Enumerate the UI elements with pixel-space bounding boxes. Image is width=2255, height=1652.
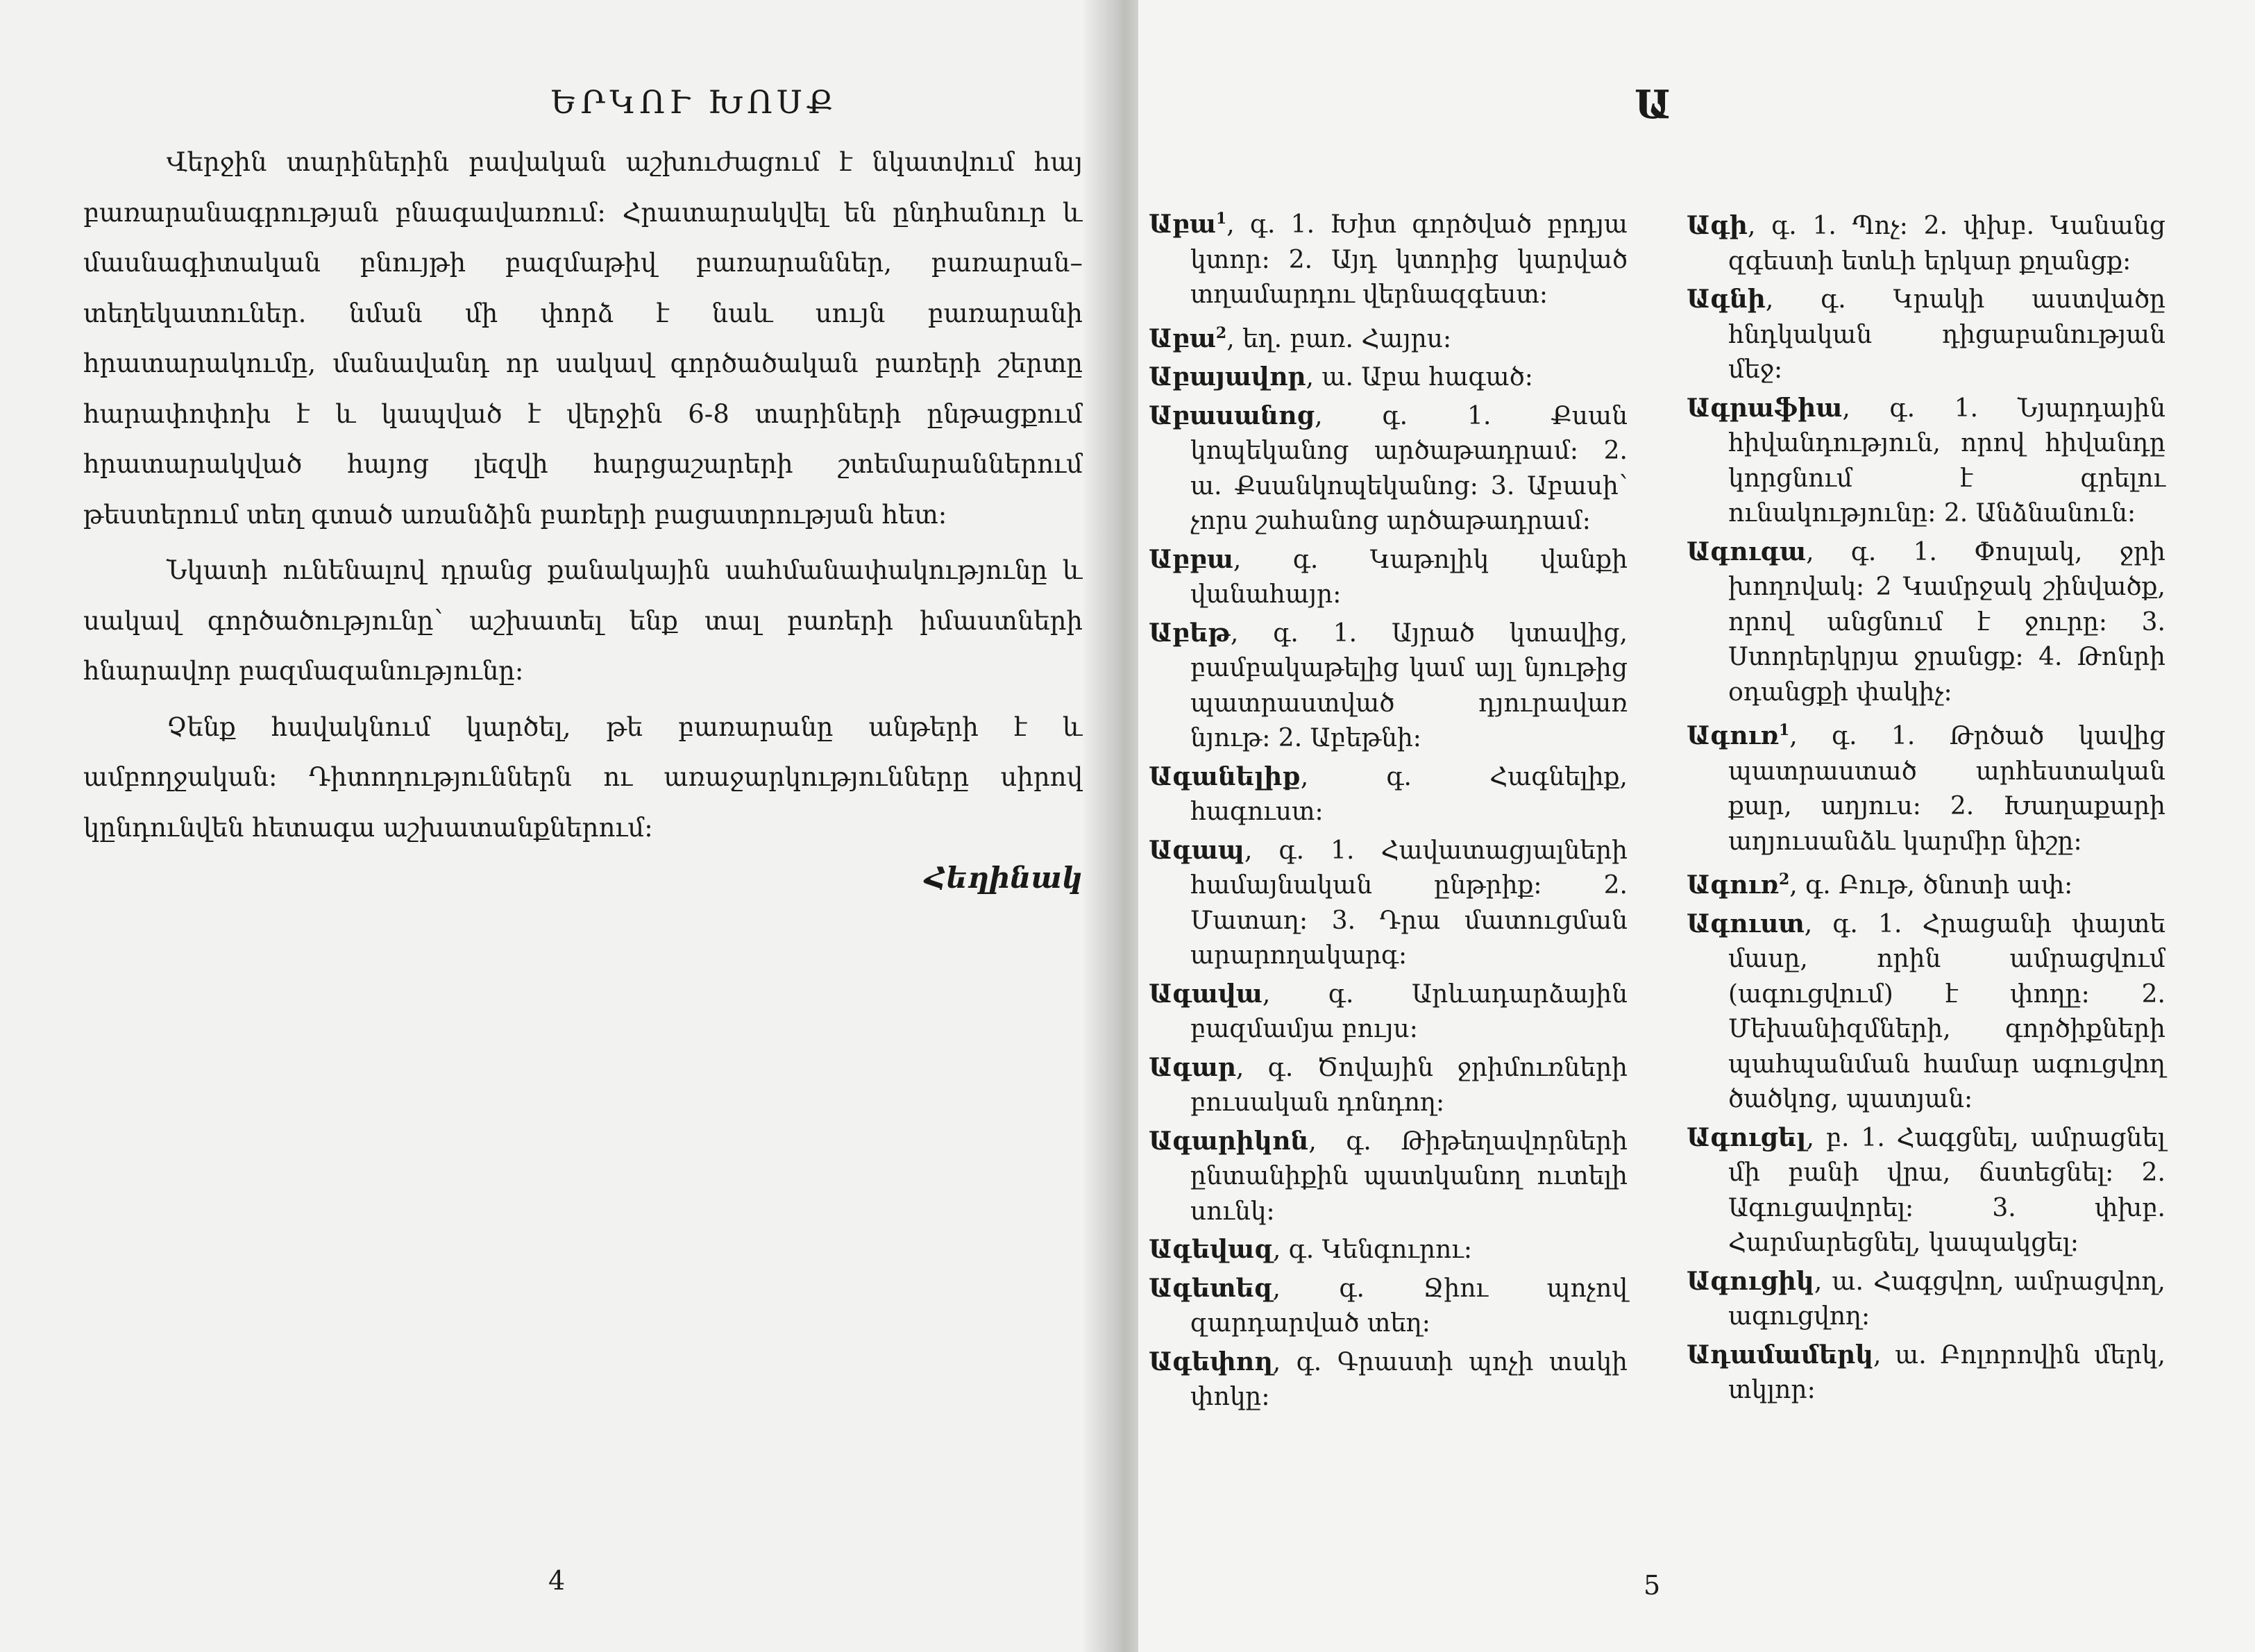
page-number-right: 5 xyxy=(1644,1570,1661,1601)
dictionary-entry xyxy=(1687,534,2165,711)
entry-definition: , բ. 1. Հագցնել, ամրացնել մի բանի վրա, ճստեցնել: 2. Ագուցավորել: 3. փխբ. Հարմարեցնել, կապակցել: xyxy=(1728,1123,2165,1257)
entry-headword: Աբեթ xyxy=(1149,618,1231,648)
dictionary-entry xyxy=(1149,1271,1628,1342)
dictionary-entry xyxy=(1149,1050,1628,1121)
entry-headword: Ագավա xyxy=(1149,979,1262,1009)
entry-definition: , գ. Ջիու պոչով զարդարված տեղ: xyxy=(1190,1274,1628,1338)
entry-headword: Ագի xyxy=(1687,211,1748,240)
dictionary-entry xyxy=(1687,1264,2165,1335)
entry-headword: Աբբա xyxy=(1149,544,1233,574)
entry-definition: , գ. 1. Այրած կտավից, բամբակաթելից կամ այլ նյութից պատրաստված դյուրավառ նյութ: 2. Աբեթնի: xyxy=(1190,618,1628,752)
entry-headword: Աբա xyxy=(1149,210,1216,239)
dictionary-entry xyxy=(1149,1124,1628,1230)
dictionary-entry xyxy=(1149,316,1628,357)
dictionary-entry xyxy=(1687,282,2165,388)
dictionary-entry xyxy=(1687,862,2165,904)
entry-definition: , գ. Ծովային ջրիմուռների բուսական դոնդող: xyxy=(1190,1053,1628,1117)
entry-headword: Աբայավոր xyxy=(1149,362,1306,391)
entry-definition: , ա. Հագցվող, ամրացվող, ագուցվող: xyxy=(1728,1267,2165,1331)
entry-headword: Աբա xyxy=(1149,323,1216,353)
preface-paragraph-2: Նկատի ունենալով դրանց քանակային սահմանափակությունը և սակավ գործածությունը՝ աշխատել ենք տալ բառերի իմաստների հնարավոր բազմազանությունը: xyxy=(83,555,1083,686)
section-letter: Ա xyxy=(1635,82,1671,128)
dictionary-entry xyxy=(1687,907,2165,1118)
dictionary-entry xyxy=(1149,1232,1628,1268)
entry-headword: Ագուգա xyxy=(1687,537,1807,566)
entry-definition: , գ. Կենգուրու: xyxy=(1272,1236,1472,1264)
preface-paragraph-3: Չենք հավակնում կարծել, թե բառարանը անթերի է և ամբողջական: Դիտողություններն ու առաջարկությունները սիրով կընդունվեն հետագա աշխատանքներում: xyxy=(83,711,1083,843)
entry-homonym-number: 2 xyxy=(1215,323,1227,342)
entry-headword: Ադամամերկ xyxy=(1687,1340,1873,1369)
preface-text xyxy=(83,137,1083,853)
dictionary-entry xyxy=(1149,977,1628,1047)
dictionary-entry xyxy=(1149,542,1628,613)
entry-headword: Ագեվազ xyxy=(1149,1235,1273,1264)
entry-definition: , ա. Բոլորովին մերկ, տկլոր: xyxy=(1728,1340,2165,1404)
dictionary-entry xyxy=(1687,391,2165,532)
author-signature: Հեղինակ xyxy=(924,861,1083,895)
entry-definition: , գ. 1. Հավատացյալների համայնական ընթրիք: 2. Մատաղ: 3. Դրա մատուցման արարողակարգ: xyxy=(1190,836,1628,970)
entry-definition: , ա. Աբա հագած: xyxy=(1306,363,1533,391)
dictionary-entry xyxy=(1687,1120,2165,1261)
entry-homonym-number: 1 xyxy=(1215,210,1227,228)
dictionary-entry xyxy=(1149,616,1628,757)
dictionary-column-2 xyxy=(1687,208,2165,1411)
dictionary-entry xyxy=(1149,833,1628,974)
entry-definition: , գ. 1. Նյարդային հիվանդություն, որով հիվանդը կորցնում է գրելու ունակությունը: 2. Անձնանուն: xyxy=(1728,394,2165,528)
entry-headword: Ագրաֆիա xyxy=(1687,393,1843,423)
entry-definition: , գ. Բութ, ծնոտի ափ: xyxy=(1789,871,2073,900)
entry-headword: Ագար xyxy=(1149,1052,1236,1082)
entry-definition: , գ. Արևադարձային բազմամյա բույս: xyxy=(1190,979,1628,1043)
entry-definition: , գ. Հագնելիք, հագուստ: xyxy=(1190,762,1628,826)
preface-paragraph-1: Վերջին տարիներին բավական աշխուժացում է նկատվում հայ բառարանագրության բնագավառում: Հրատարակվել են ընդհանուր և մասնագիտական բնույթի բազմաթիվ բառարաններ, բառարան–տեղեկատուներ. նման մի փորձ է նաև սույն բառարանի հրատարակումը, մանավանդ որ սակավ գործածական բառերի շերտը հարափոփոխ է և կապված է վերջին 6-8 տարիների ընթացքում հրատարակված հայոց լեզվի հարցաշարերի շտեմարաններում թեստերում տեղ գտած առանձին բառերի բացատրության հետ: xyxy=(83,147,1083,530)
page-number-left: 4 xyxy=(548,1565,566,1596)
entry-definition: , գ. Թիթեղավորների ընտանիքին պատկանող ուտելի սունկ: xyxy=(1190,1127,1628,1226)
entry-definition: , գ. 1. Խիտ գործված բրդյա կտոր: 2. Այդ կտորից կարված տղամարդու վերնազգեստ: xyxy=(1190,210,1628,309)
entry-definition: , գ. Կրակի աստվածը հնդկական դիցաբանության մեջ: xyxy=(1728,285,2165,384)
dictionary-column-1 xyxy=(1149,201,1628,1418)
entry-headword: Ագուռ xyxy=(1687,721,1779,750)
entry-definition: , գ. Գրաստի պոչի տակի փոկը: xyxy=(1190,1347,1628,1411)
entry-headword: Ագապ xyxy=(1149,835,1244,865)
entry-headword: Ագուցիկ xyxy=(1687,1266,1814,1296)
dictionary-entry xyxy=(1149,360,1628,396)
entry-headword: Ագանելիք xyxy=(1149,761,1301,791)
dictionary-entry xyxy=(1687,208,2165,279)
entry-headword: Ագեփող xyxy=(1149,1347,1273,1376)
entry-headword: Աբասանոց xyxy=(1149,401,1315,430)
dictionary-entry xyxy=(1687,1338,2165,1408)
entry-definition: , գ. 1. Քսան կոպեկանոց արծաթադրամ: 2. ա. Քսանկոպեկանոց: 3. Աբասի՝ չորս շահանոց արծաթադրամ: xyxy=(1190,401,1628,535)
entry-headword: Ագարիկոն xyxy=(1149,1126,1309,1156)
entry-definition: , գ. 1. Պոչ: 2. փխբ. Կանանց զգեստի ետևի երկար քղանցք: xyxy=(1728,212,2165,276)
entry-definition: , եղ. բառ. Հայրս: xyxy=(1226,324,1452,353)
entry-headword: Ագուցել xyxy=(1687,1122,1807,1152)
entry-headword: Ագուստ xyxy=(1687,909,1805,938)
dictionary-entry xyxy=(1687,713,2165,859)
left-page xyxy=(0,0,1097,1652)
dictionary-entry xyxy=(1149,201,1628,313)
entry-headword: Ագետեզ xyxy=(1149,1273,1273,1303)
entry-definition: , գ. Կաթոլիկ վանքի վանահայր: xyxy=(1190,545,1628,609)
entry-homonym-number: 2 xyxy=(1778,870,1790,888)
dictionary-entry xyxy=(1149,1345,1628,1415)
entry-homonym-number: 1 xyxy=(1778,721,1790,739)
entry-headword: Ագնի xyxy=(1687,285,1766,314)
dictionary-entry xyxy=(1149,398,1628,539)
entry-definition: , գ. 1. Փոսլակ, ջրի խողովակ: 2 Կամրջակ շինվածք, որով անցնում է ջուրը: 3. Ստորերկրյա ջրանցք: 4. Թոնրի օդանցքի փակիչ: xyxy=(1728,537,2165,707)
dictionary-entry xyxy=(1149,759,1628,830)
entry-definition: , գ. 1. Թրծած կավից պատրաստած արհեստական քար, աղյուս: 2. Խաղաքարի աղյուսանձև կարմիր նիշը: xyxy=(1728,722,2165,856)
entry-definition: , գ. 1. Հրացանի փայտե մասը, որին ամրացվում (ագուցվում) է փողը: 2. Մեխանիզմների, գործիքների պահպանման համար ագուցվող ծածկոց, պատյան: xyxy=(1728,909,2165,1113)
entry-headword: Ագուռ xyxy=(1687,870,1779,900)
page-title: ԵՐԿՈՒ ԽՈՍՔ xyxy=(550,83,838,121)
